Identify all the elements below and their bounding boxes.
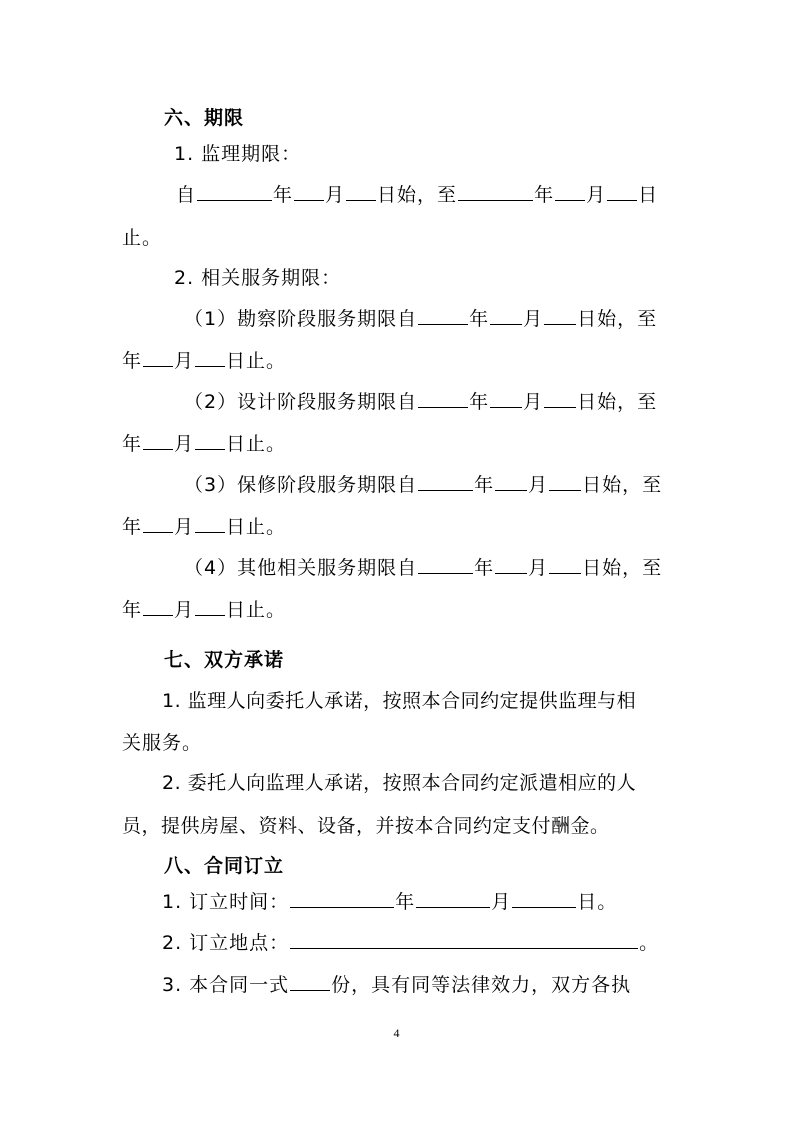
- signing-time-line: 1. 订立时间： 年 月 日。: [162, 888, 617, 916]
- survey-end-day-blank[interactable]: [195, 347, 225, 367]
- other-period-end: 年 月 日止。: [122, 596, 286, 624]
- design-start-day-blank[interactable]: [544, 388, 576, 408]
- design-period-line: （2）设计阶段服务期限自 年 月 日始，至: [184, 388, 657, 416]
- supervision-period-label: 1. 监理期限：: [174, 143, 302, 165]
- other-start-month-blank[interactable]: [495, 554, 527, 574]
- design-start-month-blank[interactable]: [490, 388, 522, 408]
- signing-month-blank[interactable]: [416, 888, 490, 908]
- survey-period-end: 年 月 日止。: [122, 347, 286, 375]
- other-period-line: （4）其他相关服务期限自 年 月 日始，至: [184, 554, 662, 582]
- survey-period-line: （1）勘察阶段服务期限自 年 月 日始，至: [184, 305, 657, 333]
- end-month-blank[interactable]: [555, 181, 585, 201]
- other-start-year-blank[interactable]: [418, 554, 473, 574]
- promise-2-line-1: 2. 委托人向监理人承诺，按照本合同约定派遣相应的人: [162, 772, 637, 794]
- copies-line: 3. 本合同一式 份，具有同等法律效力，双方各执: [162, 971, 631, 999]
- warranty-start-day-blank[interactable]: [549, 471, 581, 491]
- promise-2-line-2: 员，提供房屋、资料、设备，并按本合同约定支付酬金。: [122, 815, 610, 837]
- warranty-end-month-blank[interactable]: [143, 513, 173, 533]
- start-day-blank[interactable]: [346, 181, 376, 201]
- start-year-blank[interactable]: [197, 181, 272, 201]
- signing-place-line: 2. 订立地点： 。: [162, 929, 659, 957]
- signing-year-blank[interactable]: [290, 888, 394, 908]
- page-number: 4: [393, 1026, 400, 1040]
- survey-end-month-blank[interactable]: [143, 347, 173, 367]
- signing-day-blank[interactable]: [512, 888, 576, 908]
- promise-1-line-2: 关服务。: [122, 732, 203, 754]
- design-end-day-blank[interactable]: [195, 430, 225, 450]
- other-end-month-blank[interactable]: [143, 596, 173, 616]
- warranty-period-line: （3）保修阶段服务期限自 年 月 日始，至: [184, 471, 662, 499]
- survey-start-month-blank[interactable]: [490, 305, 522, 325]
- promise-1-line-1: 1. 监理人向委托人承诺，按照本合同约定提供监理与相: [162, 690, 637, 712]
- signing-place-blank[interactable]: [290, 929, 638, 949]
- design-period-end: 年 月 日止。: [122, 430, 286, 458]
- supervision-period-end: 止。: [122, 227, 163, 249]
- section-8-heading: 八、合同订立: [164, 855, 285, 877]
- end-year-blank[interactable]: [458, 181, 533, 201]
- end-day-blank[interactable]: [607, 181, 637, 201]
- warranty-end-day-blank[interactable]: [195, 513, 225, 533]
- start-month-blank[interactable]: [294, 181, 324, 201]
- design-end-month-blank[interactable]: [143, 430, 173, 450]
- warranty-period-end: 年 月 日止。: [122, 513, 286, 541]
- other-start-day-blank[interactable]: [549, 554, 581, 574]
- copies-count-blank[interactable]: [290, 971, 330, 991]
- section-7-heading: 七、双方承诺: [164, 649, 285, 671]
- related-service-period-label: 2. 相关服务期限：: [174, 267, 342, 289]
- design-start-year-blank[interactable]: [418, 388, 468, 408]
- other-end-day-blank[interactable]: [195, 596, 225, 616]
- survey-start-day-blank[interactable]: [544, 305, 576, 325]
- section-6-heading: 六、期限: [164, 107, 245, 129]
- warranty-start-year-blank[interactable]: [418, 471, 473, 491]
- supervision-period-line: 自 年 月 日始，至 年 月 日: [176, 181, 658, 209]
- warranty-start-month-blank[interactable]: [495, 471, 527, 491]
- survey-start-year-blank[interactable]: [418, 305, 468, 325]
